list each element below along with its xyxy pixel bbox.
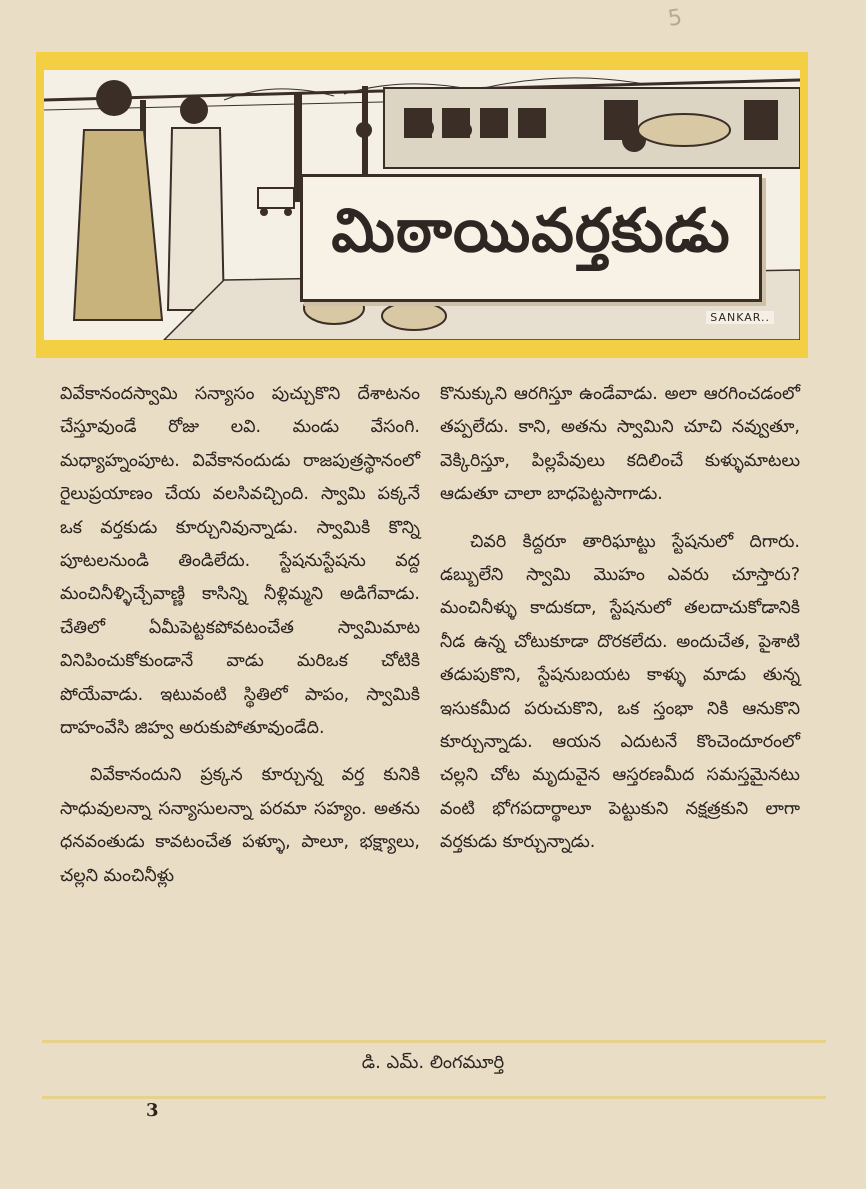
- page-number: 3: [146, 1100, 159, 1121]
- paragraph: కొనుక్కుని ఆరగిస్తూ ఉండేవాడు. అలా ఆరగించడంలో తప్పలేదు. కాని, అతను స్వామిని చూచి నవ్వుతూ, వెక్కిరిస్తూ, పిల్లపేవులు కదిలించే కుళ్ళుమాటలు ఆడుతూ చాలా బాధపెట్టసాగాడు.: [440, 384, 800, 505]
- author-byline: డి. ఎమ్. లింగమూర్తి: [361, 1052, 505, 1073]
- railway-station-illustration: [44, 70, 800, 340]
- right-column: [440, 378, 800, 1018]
- divider-line: [42, 1040, 826, 1043]
- story-text: [60, 378, 800, 1018]
- artist-signature: SANKAR..: [706, 311, 774, 324]
- story-title: మిఠాయివర్తకుడు: [331, 196, 731, 266]
- header-banner: [36, 52, 808, 358]
- left-column: [60, 378, 420, 1018]
- paragraph: వివేకానందస్వామి సన్యాసం పుచ్చుకొని దేశాటనం చేస్తూవుండే రోజు లవి. మండు వేసంగి. మధ్యాహ్నంపూట. వివేకానందుడు రాజపుత్రస్థానంలో రైలుప్రయాణం చేయ వలసివచ్చింది. స్వామి పక్కనే ఒక వర్తకుడు కూర్చునివున్నాడు. స్వామికి కొన్ని పూటలనుండి తిండిలేదు. స్టేషనుస్టేషను వద్ద మంచినీళ్ళిచ్చేవాణ్ణి కాసిన్ని నీళ్లిమ్మని అడిగేవాడు. చేతిలో ఏమీపెట్టకపోవటంచేత స్వామిమాట వినిపించుకోకుండానే వాడు మరిఒక చోటికి పోయేవాడు. ఇటువంటి స్థితిలో పాపం, స్వామికి దాహంవేసి జిహ్వ అరుకుపోతూవుండేది.: [60, 384, 420, 739]
- divider-line: [42, 1096, 826, 1099]
- paragraph: చివరి కిద్దరూ తారిఘాట్టు స్టేషనులో దిగారు. డబ్బులేని స్వామి మొహం ఎవరు చూస్తారు? మంచినీళ్ళు కాదుకదా, స్టేషనులో తలదాచుకోడానికి నీడ ఉన్న చోటుకూడా దొరకలేదు. అందుచేత, పైశాటి తడుపుకొని, స్టేషనుబయట కాళ్ళు మాడు తున్న ఇసుకమీద పరుచుకొని, ఒక స్తంభా నికి ఆనుకొని కూర్చున్నాడు. ఆయన ఎదుటనే కొంచెందూరంలో చల్లని చోట మృదువైన ఆస్తరణమీద సమస్తమైనటు వంటి భోగపదార్థాలూ పెట్టుకుని నక్షత్రకుని లాగా వర్తకుడు కూర్చున్నాడు.: [440, 531, 800, 853]
- paragraph: వివేకానందుని ప్రక్కన కూర్చున్న వర్త కునికి సాధువులన్నా సన్యాసులన్నా పరమా సహ్యం. అతను ధనవంతుడు కావటంచేత పళ్ళూ, పాలూ, భక్ష్యాలు, చల్లని మంచినీళ్లు: [60, 765, 420, 886]
- story-title-box: [300, 174, 762, 302]
- page-corner-mark: 5: [666, 5, 684, 32]
